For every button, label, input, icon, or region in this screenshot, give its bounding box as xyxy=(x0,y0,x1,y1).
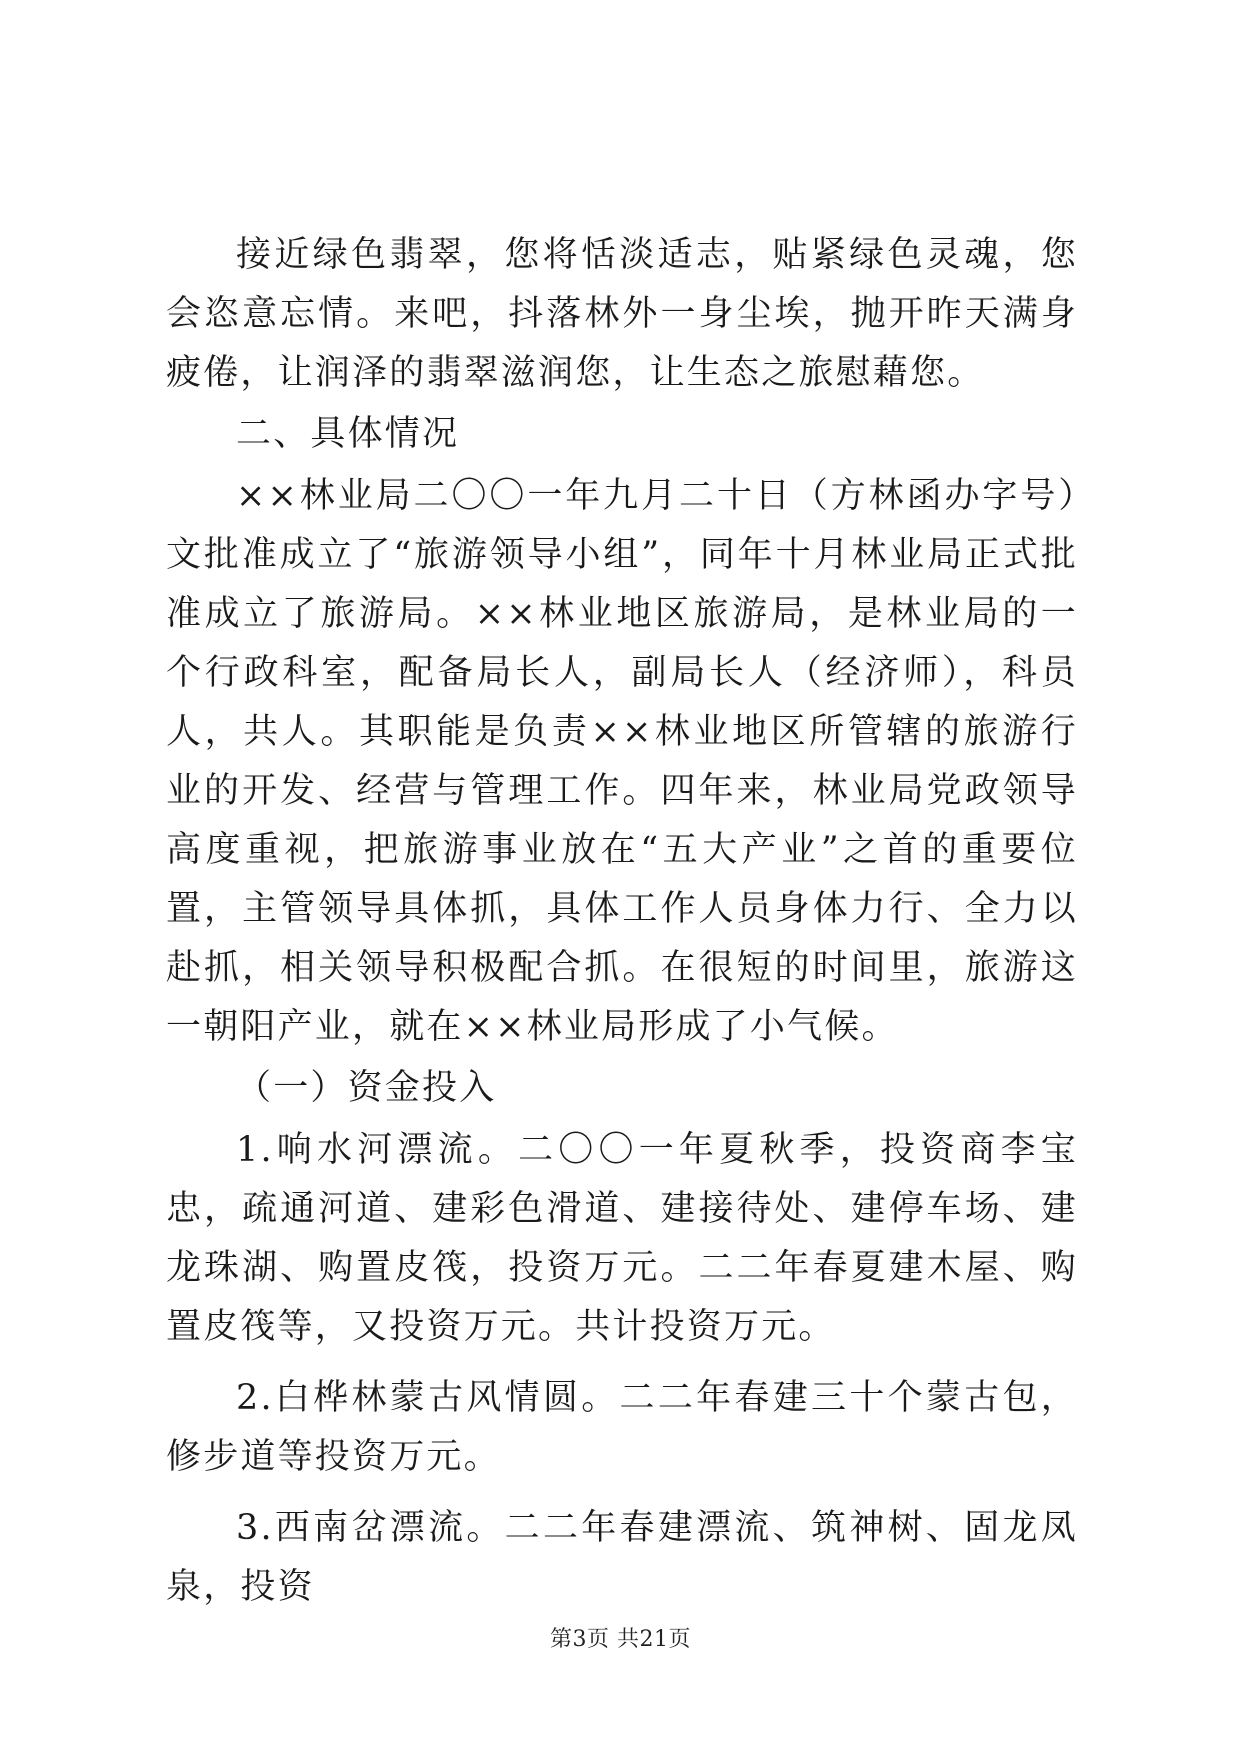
paragraph-overview: ××林业局二〇〇一年九月二十日（方林函办字号）文批准成立了“旅游领导小组”，同年十月林业局正式批准成立了旅游局。××林业地区旅游局，是林业局的一个行政科室，配备局长人，副局长人（经济师），科员人，共人。其职能是负责××林业地区所管辖的旅游行业的开发、经营与管理工作。四年来，林业局党政领导高度重视，把旅游事业放在“五大产业”之首的重要位置，主管领导具体抓，具体工作人员身体力行、全力以赴抓，相关领导积极配合抓。在很短的时间里，旅游这一朝阳产业，就在××林业局形成了小气候。 xyxy=(166,476,1078,1047)
paragraph-intro: 接近绿色翡翠，您将恬淡适志，贴紧绿色灵魂，您会恣意忘情。来吧，抖落林外一身尘埃，抛开昨天满身疲倦，让润泽的翡翠滋润您，让生态之旅慰藉您。 xyxy=(166,235,1078,393)
section-heading-specific-situation: 二、具体情况 xyxy=(236,414,460,454)
subsection-heading-capital-investment: （一）资金投入 xyxy=(236,1068,497,1108)
page-footer: 第3页 共21页 xyxy=(550,1627,691,1652)
list-item-1: 1.响水河漂流。二〇〇一年夏秋季，投资商李宝忠，疏通河道、建彩色滑道、建接待处、建停车场、建龙珠湖、购置皮筏，投资万元。二二年春夏建木屋、购置皮筏等，又投资万元。共计投资万元。 xyxy=(166,1130,1078,1347)
list-item-2: 2.白桦林蒙古风情圆。二二年春建三十个蒙古包，修步道等投资万元。 xyxy=(166,1378,1078,1477)
list-item-3: 3.西南岔漂流。二二年春建漂流、筑神树、固龙凤泉，投资 xyxy=(166,1508,1078,1607)
document-body xyxy=(166,226,1078,1617)
